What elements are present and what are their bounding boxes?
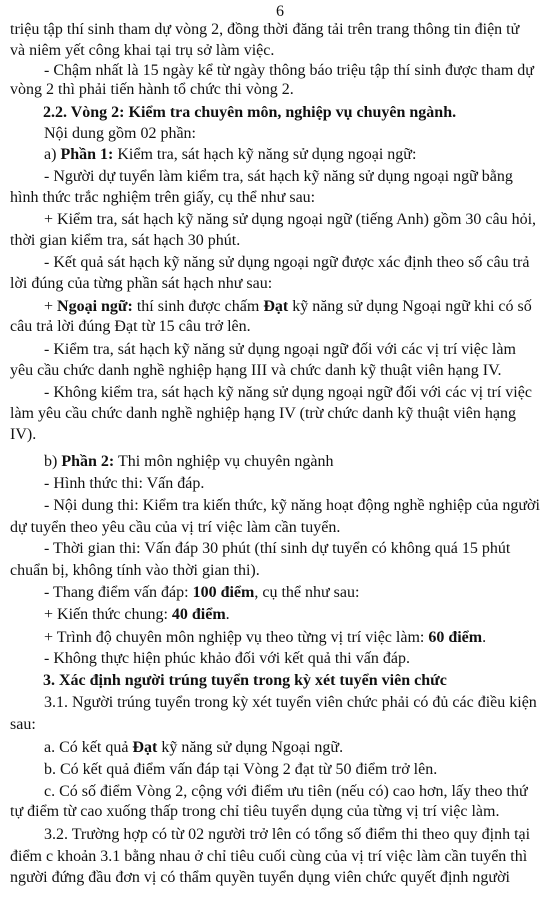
text-line xyxy=(44,452,333,472)
text-segment: câu trả lời đúng Đạt từ 15 câu trở lên. xyxy=(10,318,251,335)
bold-text: 60 điểm xyxy=(428,629,483,646)
text-line xyxy=(44,496,540,516)
bold-text: Phần 2: xyxy=(61,453,115,470)
bold-text: Đạt xyxy=(132,739,158,756)
text-segment: . xyxy=(225,606,230,623)
text-line xyxy=(44,124,196,144)
text-line xyxy=(44,474,204,494)
text-segment: điểm c khoản 3.1 bằng nhau ở chỉ tiêu cuối cùng của vị trí việc làm cần tuyển thì xyxy=(10,848,528,865)
text-segment: kỹ năng sử dụng Ngoại ngữ khi có số xyxy=(288,298,532,315)
text-line xyxy=(10,231,240,251)
text-line xyxy=(10,425,36,445)
text-line xyxy=(44,145,416,165)
text-segment: - Thang điểm vấn đáp: xyxy=(44,584,193,601)
text-line xyxy=(10,317,251,337)
text-segment: - Kết quả sát hạch kỹ năng sử dụng ngoại ngữ được xác định theo số câu trả xyxy=(44,254,530,271)
bold-text: 100 điểm xyxy=(192,584,255,601)
text-segment: a) xyxy=(44,146,61,163)
text-segment: hình thức trắc nghiệm trên giấy, cụ thể như sau: xyxy=(10,189,316,206)
text-segment: , cụ thể như sau: xyxy=(254,584,360,601)
text-line xyxy=(10,561,260,581)
text-line xyxy=(10,41,274,61)
text-line xyxy=(44,210,536,230)
bold-text: Phần 1: xyxy=(60,146,114,163)
text-line xyxy=(10,518,340,538)
text-line xyxy=(44,61,534,81)
text-line xyxy=(44,253,529,273)
text-line xyxy=(10,361,502,381)
text-segment: 3.1. Người trúng tuyển trong kỳ xét tuyển viên chức phải có đủ các điều kiện xyxy=(44,694,537,711)
text-line xyxy=(44,825,530,845)
bold-text: Ngoại ngữ: xyxy=(57,298,133,315)
text-segment: lời đúng của từng phần sát hạch như sau: xyxy=(10,275,273,292)
text-line xyxy=(10,20,519,40)
text-segment: Kiểm tra, sát hạch kỹ năng sử dụng ngoại ngữ: xyxy=(113,146,417,163)
text-segment: + Kiểm tra, sát hạch kỹ năng sử dụng ngoại ngữ (tiếng Anh) gồm 30 câu hỏi, xyxy=(44,211,537,228)
text-segment: tự điểm từ cao xuống thấp trong chỉ tiêu tuyển dụng của từng vị trí việc làm. xyxy=(10,803,500,820)
text-segment: b. Có kết quả điểm vấn đáp tại Vòng 2 đạt từ 50 điểm trở lên. xyxy=(44,761,438,778)
text-line xyxy=(44,738,343,758)
page-number: 6 xyxy=(276,3,284,20)
text-segment: - Không kiểm tra, sát hạch kỹ năng sử dụng ngoại ngữ đối với các vị trí việc xyxy=(44,384,532,401)
text-line xyxy=(10,715,36,735)
text-line xyxy=(44,782,528,802)
text-segment: - Người dự tuyển làm kiểm tra, sát hạch kỹ năng sử dụng ngoại ngữ bằng xyxy=(44,168,513,185)
text-segment: 3.2. Trường hợp có từ 02 người trở lên có tổng số điểm thi theo quy định tại xyxy=(44,826,531,843)
text-segment: yêu cầu chức danh nghề nghiệp hạng III và chức danh kỹ thuật viên hạng IV. xyxy=(10,362,502,379)
text-segment: - Nội dung thi: Kiểm tra kiến thức, kỹ năng hoạt động nghề nghiệp của người xyxy=(44,497,540,514)
bold-text: 2.2. Vòng 2: Kiểm tra chuyên môn, nghiệp vụ chuyên ngành. xyxy=(43,104,457,121)
text-line xyxy=(44,605,230,625)
text-segment: và niêm yết công khai tại trụ sở làm việc. xyxy=(10,42,275,59)
text-segment: - Thời gian thi: Vấn đáp 30 phút (thí sinh dự tuyển có không quá 15 phút xyxy=(44,540,511,557)
text-line xyxy=(44,383,532,403)
text-segment: triệu tập thí sinh tham dự vòng 2, đồng thời đăng tải trên trang thông tin điện tử xyxy=(10,21,520,38)
text-segment: b) xyxy=(44,453,62,470)
text-line xyxy=(44,167,513,187)
text-segment: + xyxy=(44,298,58,315)
text-line xyxy=(44,297,532,317)
text-segment: người đứng đầu đơn vị có thẩm quyền tuyển dụng viên chức quyết định người xyxy=(10,869,510,886)
text-segment: + Kiến thức chung: xyxy=(44,606,172,623)
text-segment: vòng 2 thì phải tiến hành tổ chức thi vòng 2. xyxy=(10,81,294,98)
text-segment: . xyxy=(482,629,487,646)
text-segment: thí sinh được chấm xyxy=(132,298,264,315)
text-line xyxy=(44,340,516,360)
text-line xyxy=(43,671,447,691)
text-segment: - Kiểm tra, sát hạch kỹ năng sử dụng ngoại ngữ đối với các vị trí việc làm xyxy=(44,341,516,358)
text-line xyxy=(10,188,315,208)
text-line xyxy=(10,868,510,888)
text-line xyxy=(44,628,486,648)
text-line xyxy=(44,583,359,603)
text-segment: c. Có số điểm Vòng 2, cộng với điểm ưu tiên (nếu có) cao hơn, lấy theo thứ xyxy=(44,783,528,800)
text-segment: Nội dung gồm 02 phần: xyxy=(44,125,196,142)
text-segment: - Chậm nhất là 15 ngày kể từ ngày thông báo triệu tập thí sinh được tham dự xyxy=(44,62,534,79)
bold-text: 40 điểm xyxy=(171,606,226,623)
text-segment: kỹ năng sử dụng Ngoại ngữ. xyxy=(157,739,344,756)
bold-text: 3. Xác định người trúng tuyển trong kỳ xét tuyển viên chức xyxy=(43,672,447,689)
bold-text: Đạt xyxy=(263,298,289,315)
text-segment: làm yêu cầu chức danh nghề nghiệp hạng IV (trừ chức danh kỹ thuật viên hạng xyxy=(10,405,517,422)
text-line xyxy=(44,693,537,713)
text-line xyxy=(10,80,294,100)
text-segment: chuẩn bị, không tính vào thời gian thi). xyxy=(10,562,260,579)
text-segment: - Không thực hiện phúc khảo đối với kết quả thi vấn đáp. xyxy=(44,650,410,667)
text-segment: sau: xyxy=(10,716,36,733)
text-segment: IV). xyxy=(10,426,37,443)
text-segment: thời gian kiểm tra, sát hạch 30 phút. xyxy=(10,232,241,249)
text-line xyxy=(44,539,510,559)
text-line xyxy=(43,103,456,123)
text-line xyxy=(10,802,499,822)
text-segment: Thi môn nghiệp vụ chuyên ngành xyxy=(114,453,334,470)
text-line xyxy=(44,649,410,669)
text-segment: - Hình thức thi: Vấn đáp. xyxy=(44,475,205,492)
text-segment: + Trình độ chuyên môn nghiệp vụ theo từng vị trí việc làm: xyxy=(44,629,429,646)
text-line xyxy=(10,847,527,867)
text-line xyxy=(10,274,272,294)
text-line xyxy=(10,404,516,424)
text-line xyxy=(44,760,437,780)
text-segment: dự tuyển theo yêu cầu của vị trí việc làm cần tuyển. xyxy=(10,519,341,536)
text-segment: a. Có kết quả xyxy=(44,739,133,756)
